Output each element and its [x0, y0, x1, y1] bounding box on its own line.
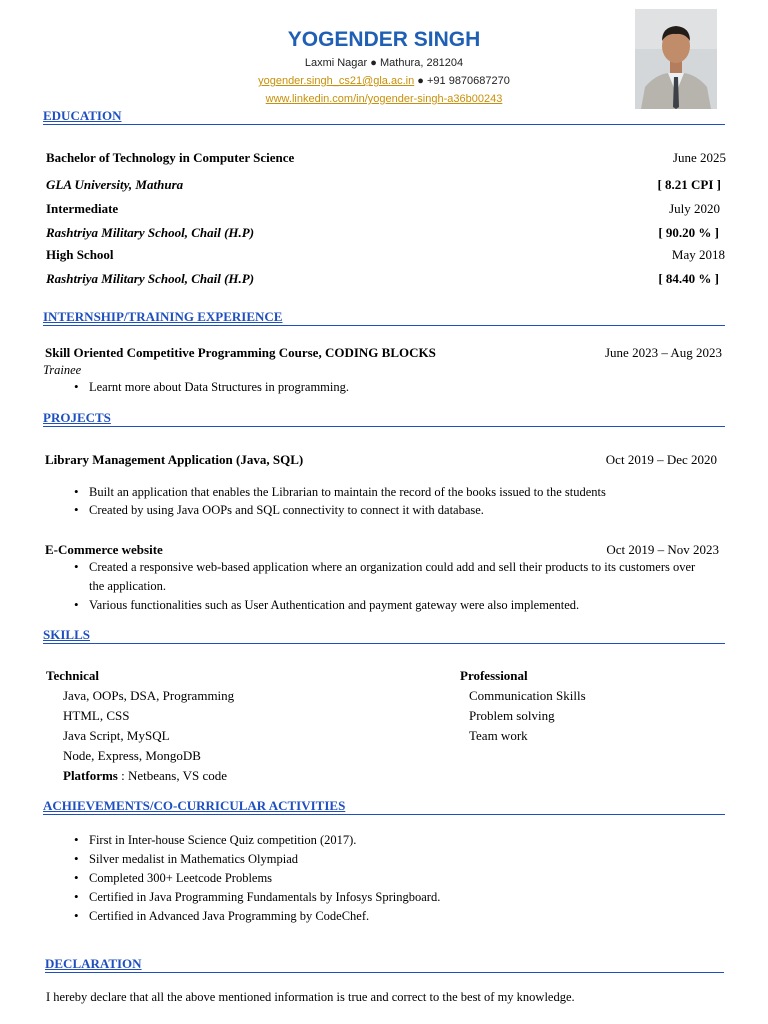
section-heading-declaration: DECLARATION — [45, 956, 724, 973]
skills-technical-title: Technical — [46, 668, 99, 683]
project-bullet: • Various functionalities such as User Authentication and payment gateway were also implemented. — [89, 596, 579, 614]
achievement-item: • Certified in Advanced Java Programming by CodeChef. — [89, 907, 369, 925]
skill-item: HTML, CSS — [63, 708, 130, 723]
platforms-label: Platforms — [63, 768, 118, 783]
achievement-item: • First in Inter-house Science Quiz competition (2017). — [89, 831, 356, 849]
education-institution: Rashtriya Military School, Chail (H.P) — [46, 271, 255, 286]
bullet-separator: ● — [370, 57, 377, 69]
education-score: [ 84.40 % ] — [658, 271, 719, 286]
project-bullet: • Built an application that enables the Librarian to maintain the record of the books issued to the students — [89, 483, 606, 501]
section-heading-skills: SKILLS — [43, 627, 725, 644]
section-heading-projects: PROJECTS — [43, 410, 725, 427]
phone-number: +91 9870687270 — [426, 75, 510, 87]
project-title: Library Management Application (Java, SQL) — [45, 452, 304, 467]
skill-item: Team work — [469, 728, 528, 743]
skill-item: Java, OOPs, DSA, Programming — [63, 688, 235, 703]
education-date: May 2018 — [671, 247, 725, 262]
address-right: Mathura, 281204 — [379, 57, 464, 69]
address-left: Laxmi Nagar — [304, 57, 368, 69]
section-heading-achievements: ACHIEVEMENTS/CO-CURRICULAR ACTIVITIES — [43, 798, 725, 815]
education-score: [ 90.20 % ] — [658, 225, 719, 240]
skill-item: Node, Express, MongoDB — [63, 748, 201, 763]
education-institution: GLA University, Mathura — [46, 177, 184, 192]
skill-item: Communication Skills — [469, 688, 586, 703]
bullet-separator: ● — [417, 75, 424, 87]
email-link[interactable]: yogender.singh_cs21@gla.ac.in — [258, 75, 415, 87]
education-title: Bachelor of Technology in Computer Science — [46, 150, 295, 165]
section-heading-education: EDUCATION — [43, 108, 725, 125]
project-bullet: • Created by using Java OOPs and SQL connectivity to connect it with database. — [89, 501, 484, 519]
candidate-name: YOGENDER SINGH — [287, 28, 481, 51]
achievement-item: • Silver medalist in Mathematics Olympiad — [89, 850, 298, 868]
education-institution: Rashtriya Military School, Chail (H.P) — [46, 225, 255, 240]
education-score: [ 8.21 CPI ] — [657, 177, 721, 192]
education-date: July 2020 — [669, 201, 720, 216]
education-date: June 2025 — [672, 150, 726, 165]
internship-title: Skill Oriented Competitive Programming Course, CODING BLOCKS — [45, 345, 436, 360]
declaration-text: I hereby declare that all the above mentioned information is true and correct to the best of my knowledge. — [46, 990, 575, 1004]
project-date: Oct 2019 – Nov 2023 — [606, 542, 719, 557]
project-bullet: • Created a responsive web-based application where an organization could add and sell their products to its customers over — [89, 558, 695, 576]
internship-date: June 2023 – Aug 2023 — [605, 345, 722, 360]
skills-professional-title: Professional — [460, 668, 528, 683]
project-title: E-Commerce website — [45, 542, 163, 557]
education-title: Intermediate — [46, 201, 119, 216]
profile-photo — [635, 9, 717, 109]
internship-bullet: • Learnt more about Data Structures in programming. — [89, 378, 349, 396]
project-date: Oct 2019 – Dec 2020 — [605, 452, 717, 467]
section-heading-internship: INTERNSHIP/TRAINING EXPERIENCE — [43, 309, 725, 326]
platforms-value: : Netbeans, VS code — [121, 768, 228, 783]
skill-item: Java Script, MySQL — [63, 728, 170, 743]
skill-platforms — [63, 768, 227, 784]
education-title: High School — [46, 247, 114, 262]
internship-role: Trainee — [43, 363, 82, 377]
skill-item: Problem solving — [469, 708, 555, 723]
project-bullet-continuation: the application. — [89, 579, 167, 593]
achievement-item: • Completed 300+ Leetcode Problems — [89, 869, 272, 887]
linkedin-link[interactable]: www.linkedin.com/in/yogender-singh-a36b00243 — [265, 93, 503, 105]
achievement-item: • Certified in Java Programming Fundamentals by Infosys Springboard. — [89, 888, 440, 906]
